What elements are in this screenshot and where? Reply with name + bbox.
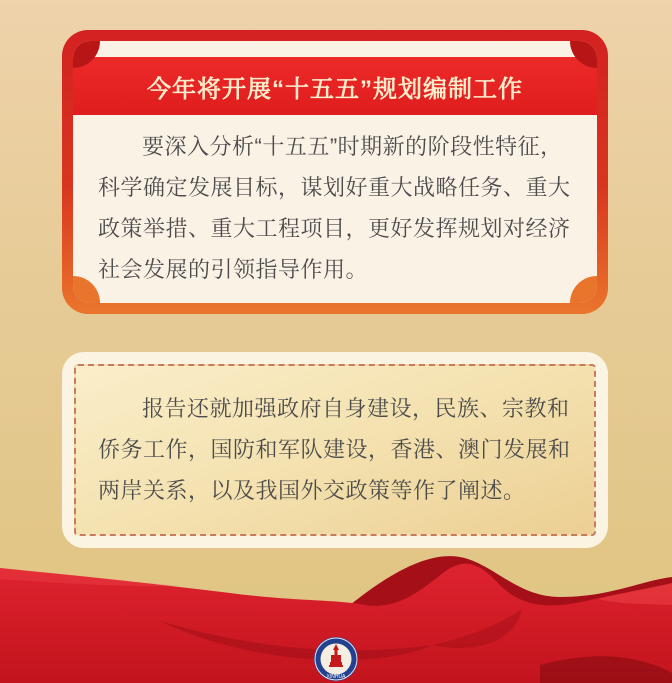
xinhua-logo-label: XINHUA [326,674,346,680]
plan-title: 今年将开展“十五五”规划编制工作 [147,75,523,103]
summary-card-inner [74,364,596,536]
xinhua-logo [313,636,359,682]
summary-card [62,352,608,548]
plan-card [62,30,608,314]
plan-body-text: 要深入分析“十五五”时期新的阶段性特征，科学确定发展目标，谋划好重大战略任务、重大政策举措、重大工程项目，更好发挥规划对经济社会发展的引领指导作用。 [98,134,571,282]
summary-body-text: 报告还就加强政府自身建设，民族、宗教和侨务工作，国防和军队建设，香港、澳门发展和两岸关系，以及我国外交政策等作了阐述。 [98,396,571,503]
plan-card-inner [73,41,597,303]
plan-title-banner [73,57,597,115]
